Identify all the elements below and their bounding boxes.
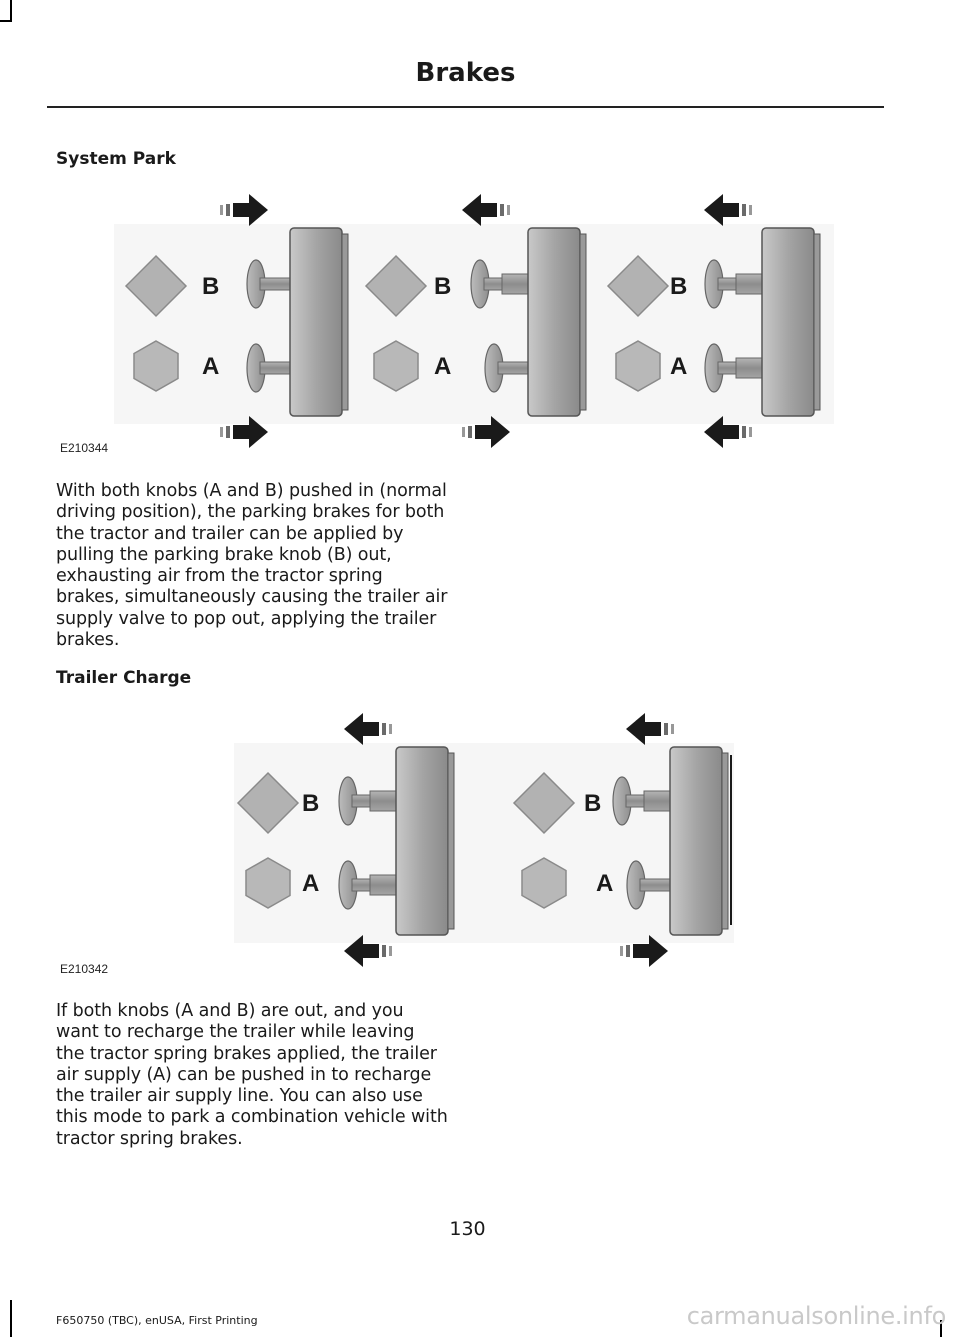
system-park-paragraph: With both knobs (A and B) pushed in (normal driving position), the parking brakes for both the tractor and trailer can be applied by pulling the parking brake knob (B) out, exhausting air from the tractor spring brakes, simultaneously causing the trailer air supply valve to pop out, applying the trailer brakes. [56, 481, 448, 651]
label-a: A [202, 353, 220, 380]
label-b: B [670, 273, 688, 300]
figure-code: E210344 [60, 441, 109, 455]
trailer-charge-paragraph: If both knobs (A and B) are out, and you want to recharge the trailer while leaving the tractor spring brakes applied, the trailer air supply (A) can be pushed in to recharge the trailer air supply line. You can also use this mode to park a combination vehicle with tractor spring brakes. [56, 1001, 448, 1149]
label-a: A [596, 870, 614, 897]
valve-panel-icon [670, 747, 728, 935]
trailer-charge-illustration [54, 705, 754, 980]
label-b: B [302, 790, 320, 817]
crop-mark [0, 20, 12, 22]
arrow-left-icon [462, 194, 510, 226]
system-park-figure [54, 186, 854, 461]
arrow-right-icon [220, 194, 268, 226]
watermark[interactable]: carmanualsonline.info [686, 1302, 946, 1330]
valve-panel-icon [528, 228, 586, 416]
system-park-illustration [54, 186, 854, 461]
figure-code: E210342 [60, 962, 109, 976]
label-b: B [584, 790, 602, 817]
trailer-charge-figure [54, 705, 754, 980]
label-b: B [434, 273, 452, 300]
valve-panel-icon [290, 228, 348, 416]
valve-panel-icon [396, 747, 454, 935]
section-heading-trailer-charge: Trailer Charge [56, 668, 192, 688]
section-heading-system-park: System Park [56, 149, 176, 169]
edge-line [730, 755, 732, 925]
crop-mark [10, 0, 12, 22]
page-number: 130 [449, 1218, 486, 1240]
header-divider [47, 106, 884, 108]
arrow-left-icon [344, 713, 392, 745]
label-a: A [302, 870, 320, 897]
valve-panel-icon [762, 228, 820, 416]
label-b: B [202, 273, 220, 300]
crop-mark [10, 1300, 12, 1337]
arrow-left-icon [704, 194, 752, 226]
footer-edition: F650750 (TBC), enUSA, First Printing [56, 1314, 258, 1327]
label-a: A [434, 353, 452, 380]
arrow-left-icon [626, 713, 674, 745]
page-title: Brakes [415, 58, 516, 88]
label-a: A [670, 353, 688, 380]
